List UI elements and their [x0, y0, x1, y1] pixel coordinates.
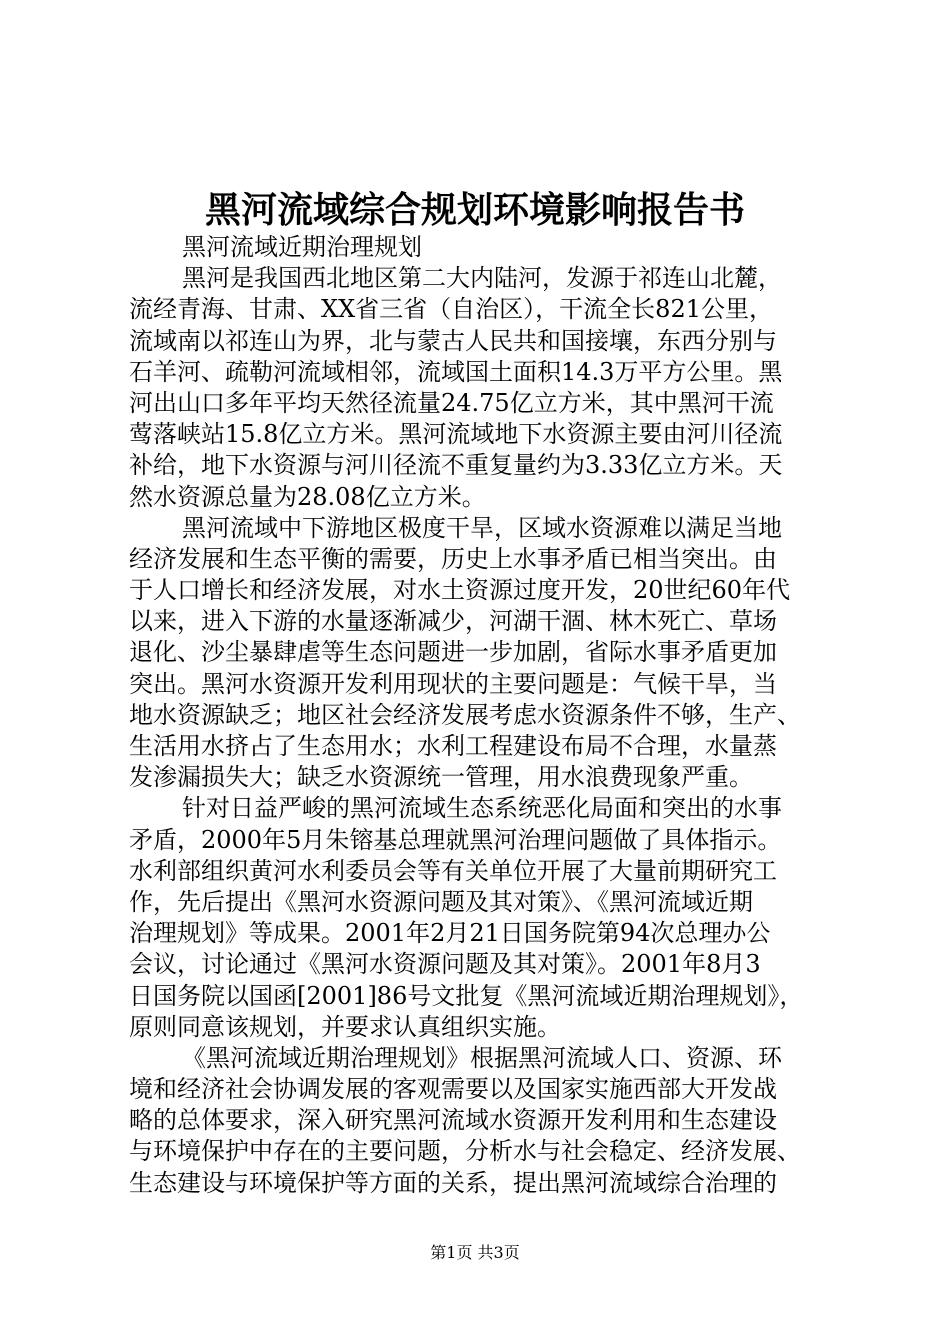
text-line: 于人口增长和经济发展，对水土资源过度开发，20世纪60年代 — [129, 576, 791, 605]
text-line: 黑河流域近期治理规划 — [182, 233, 422, 261]
text-line: 会议，讨论通过《黑河水资源问题及其对策》。2001年8月3 — [129, 950, 761, 979]
text-line: 作，先后提出《黑河水资源问题及其对策》、《黑河流域近期 — [129, 887, 753, 916]
text-line: 石羊河、疏勒河流域相邻，流域国土面积14.3万平方公里。黑 — [129, 357, 783, 386]
text-line: 与环境保护中存在的主要问题，分析水与社会稳定、经济发展、 — [129, 1137, 801, 1166]
text-line: 地水资源缺乏；地区社会经济发展考虑水资源条件不够，生产、 — [129, 700, 801, 729]
text-line: 略的总体要求，深入研究黑河流域水资源开发利用和生态建设 — [129, 1106, 777, 1135]
document-body — [129, 232, 829, 1199]
text-line: 《黑河流域近期治理规划》根据黑河流域人口、资源、环 — [182, 1043, 782, 1072]
text-line: 黑河流域中下游地区极度干旱，区域水资源难以满足当地 — [182, 513, 782, 542]
text-line: 补给，地下水资源与河川径流不重复量约为3.33亿立方米。天 — [129, 451, 783, 480]
text-line: 河出山口多年平均天然径流量24.75亿立方米，其中黑河干流 — [129, 388, 774, 417]
text-line: 流域南以祁连山为界，北与蒙古人民共和国接壤，东西分别与 — [129, 326, 777, 355]
text-line: 发渗漏损失大；缺乏水资源统一管理，用水浪费现象严重。 — [129, 763, 753, 792]
text-line: 黑河是我国西北地区第二大内陆河，发源于祁连山北麓， — [182, 264, 782, 293]
text-line: 矛盾，2000年5月朱镕基总理就黑河治理问题做了具体指示。 — [129, 825, 782, 854]
text-line: 突出。黑河水资源开发利用现状的主要问题是：气候干旱，当 — [129, 669, 777, 698]
text-line: 水利部组织黄河水利委员会等有关单位开展了大量前期研究工 — [129, 856, 777, 885]
text-line: 莺落峡站15.8亿立方米。黑河流域地下水资源主要由河川径流 — [129, 420, 783, 449]
page-footer: 第1页 共3页 — [430, 1243, 520, 1262]
text-line: 治理规划》等成果。2001年2月21日国务院第94次总理办公 — [129, 919, 771, 948]
text-line: 流经青海、甘肃、XX省三省（自治区），干流全长821公里， — [129, 295, 773, 324]
text-line: 针对日益严峻的黑河流域生态系统恶化局面和突出的水事 — [182, 794, 782, 823]
text-line: 退化、沙尘暴肆虐等生态问题进一步加剧，省际水事矛盾更加 — [129, 638, 777, 667]
text-line: 生态建设与环境保护等方面的关系，提出黑河流域综合治理的 — [129, 1168, 777, 1197]
text-line: 以来，进入下游的水量逐渐减少，河湖干涸、林木死亡、草场 — [129, 607, 777, 636]
text-line: 生活用水挤占了生态用水；水利工程建设布局不合理，水量蒸 — [129, 732, 777, 760]
document-title: 黑河流域综合规划环境影响报告书 — [204, 189, 745, 231]
text-line: 日国务院以国函[2001]86号文批复《黑河流域近期治理规划》， — [129, 981, 804, 1010]
text-line: 然水资源总量为28.08亿立方米。 — [129, 482, 486, 511]
text-line: 境和经济社会协调发展的客观需要以及国家实施西部大开发战 — [129, 1075, 777, 1104]
text-line: 原则同意该规划，并要求认真组织实施。 — [129, 1012, 561, 1041]
text-line: 经济发展和生态平衡的需要，历史上水事矛盾已相当突出。由 — [129, 544, 777, 573]
